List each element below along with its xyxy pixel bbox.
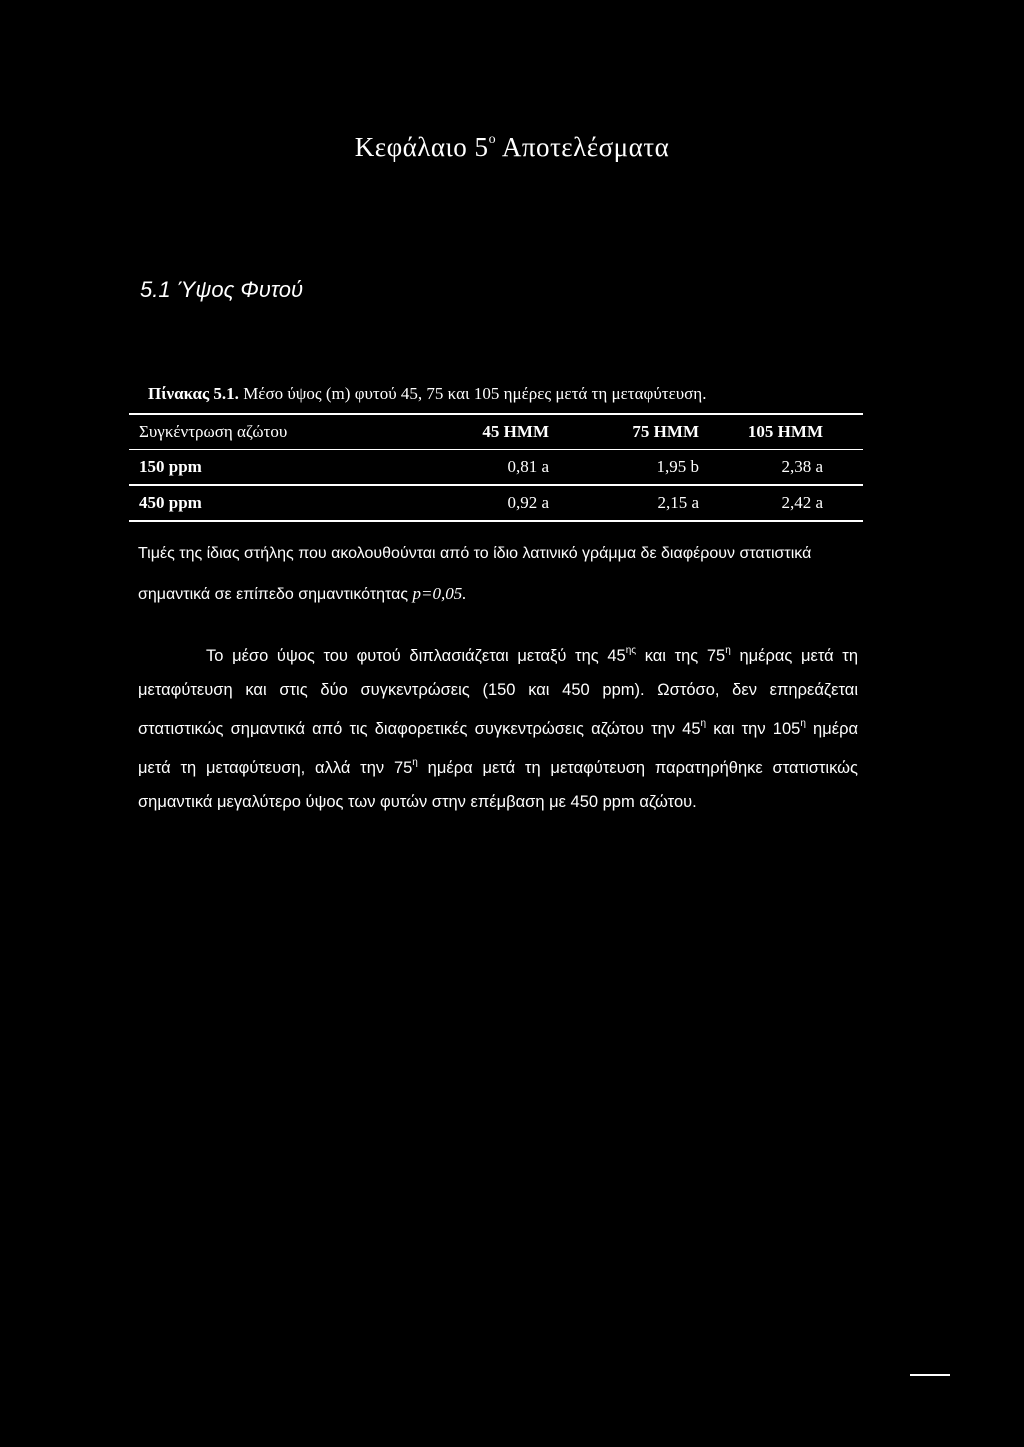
page-footer-dash — [910, 1374, 950, 1376]
row-label: 150 ppm — [139, 457, 202, 476]
table-header-cell: 75 ΗΜΜ — [549, 414, 699, 450]
row-label: 450 ppm — [139, 493, 202, 512]
table-cell: 1,95 b — [549, 450, 699, 486]
table-note-text: Τιμές της ίδιας στήλης που ακολουθούνται από το ίδιο λατινικό γράμμα δε διαφέρουν στατιστικά σημαντικά σε επίπεδο σημαντικότητας — [138, 545, 812, 603]
ordinal-superscript: η — [725, 645, 731, 656]
table-cell: 2,42 a — [699, 485, 863, 521]
section-heading: 5.1 Ύψος Φυτού — [140, 277, 304, 302]
paragraph-text: ημέρας μετά τη μεταφύτευση και στις δύο συγκεντρώσεις (150 και 450 ppm). Ωστόσο, δεν επηρεάζεται στατιστικώς σημαντικά από τις διαφορετικές συγκεντρώσεις αζώτου την 45 — [138, 647, 858, 738]
table-cell: 0,92 a — [399, 485, 549, 521]
table-cell — [129, 450, 399, 486]
paragraph-text: ημέρα μετά τη μεταφύτευση παρατηρήθηκε στατιστικώς σημαντικά μεγαλύτερο ύψος των φυτών στην επέμβαση με 450 ppm αζώτου. — [138, 759, 858, 811]
ordinal-superscript: η — [412, 757, 418, 768]
ordinal-superscript: η — [800, 718, 806, 729]
table-header-cell: Συγκέντρωση αζώτου — [129, 414, 399, 450]
chapter-title — [0, 132, 1024, 163]
table-cell: 2,15 a — [549, 485, 699, 521]
table-cell — [129, 485, 399, 521]
table-cell: 2,38 a — [699, 450, 863, 486]
paragraph-text: και της 75 — [636, 647, 726, 665]
paragraph-text: και την 105 — [706, 720, 801, 738]
paragraph-text: Το μέσο ύψος του φυτού διπλασιάζεται μεταξύ της 45 — [206, 647, 626, 665]
chapter-title-superscript: ο — [488, 132, 497, 147]
table-caption-text: Μέσο ύψος (m) φυτού 45, 75 και 105 ημέρες μετά τη μεταφύτευση. — [238, 384, 707, 403]
table-caption-label: Πίνακας 5.1. — [148, 384, 239, 403]
chapter-title-text: Κεφάλαιο 5 — [354, 132, 489, 162]
table-row — [129, 450, 863, 486]
significance-level: p=0,05. — [412, 584, 467, 603]
results-paragraph — [138, 634, 858, 819]
ordinal-superscript: η — [700, 718, 707, 729]
paragraph-text: ημέρα μετά τη μεταφύτευση, αλλά την 75 — [138, 720, 858, 777]
ordinal-superscript: ης — [625, 645, 637, 656]
table-header-row — [129, 414, 863, 450]
table-caption — [148, 384, 706, 404]
table-cell: 0,81 a — [399, 450, 549, 486]
results-table — [129, 413, 863, 522]
table-row — [129, 485, 863, 521]
table-note — [138, 534, 858, 615]
table-header-cell: 45 ΗΜΜ — [399, 414, 549, 450]
table-header-cell: 105 ΗΜΜ — [699, 414, 863, 450]
chapter-title-suffix: Αποτελέσματα — [496, 132, 670, 162]
